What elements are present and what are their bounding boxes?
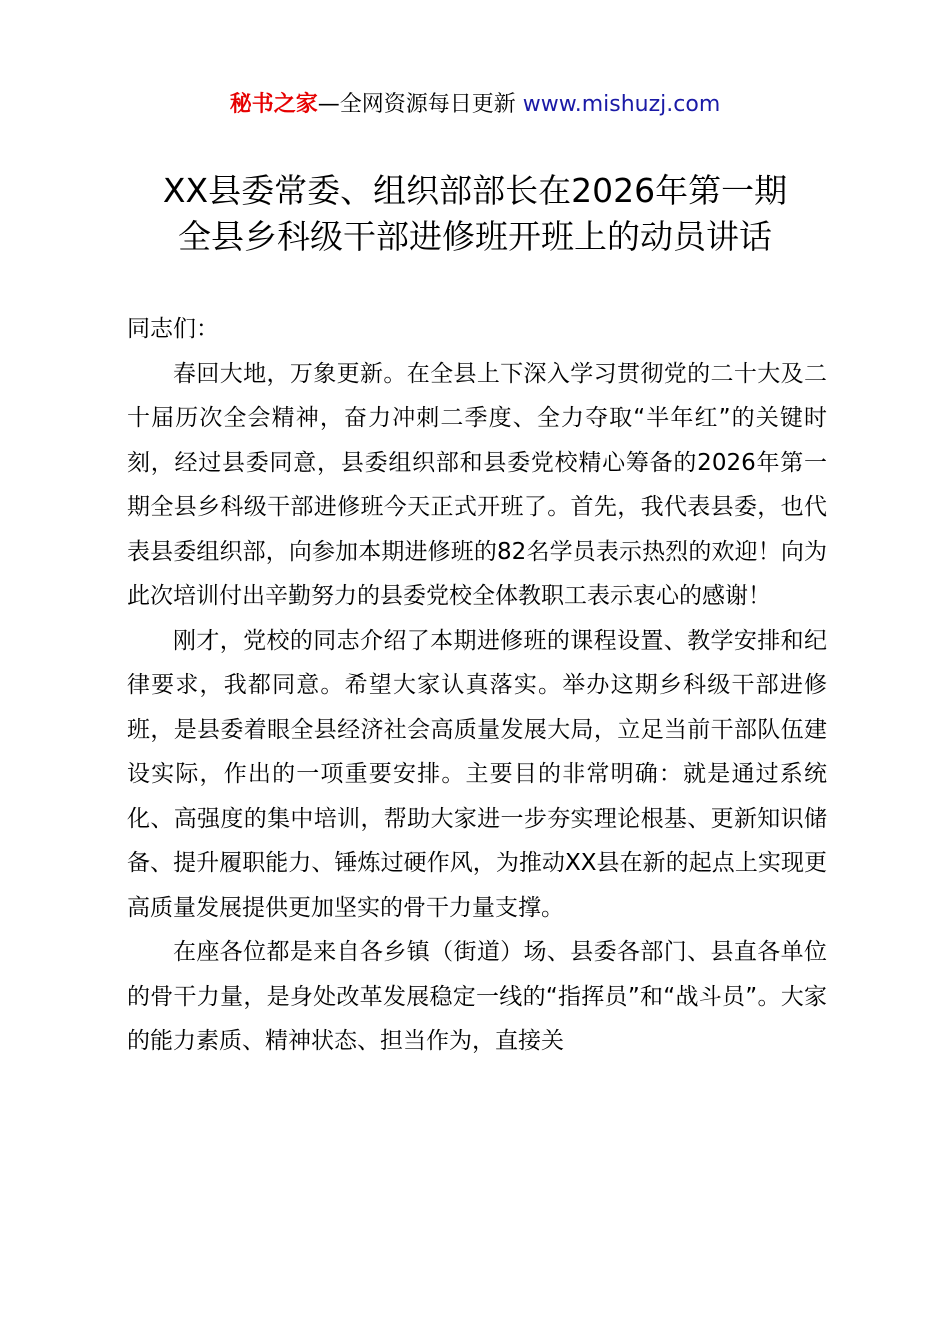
brand-name: 秘书之家: [229, 92, 318, 117]
title-line-2: 全县乡科级干部进修班开班上的动员讲话: [178, 217, 772, 256]
title-line-1: XX县委常委、组织部部长在2026年第一期: [162, 171, 788, 210]
paragraph-2: 刚才，党校的同志介绍了本期进修班的课程设置、教学安排和纪律要求，我都同意。希望大家认真落实。举办这期乡科级干部进修班，是县委着眼全县经济社会高质量发展大局，立足当前干部队伍建设实际，作出的一项重要安排。主要目的非常明确：就是通过系统化、高强度的集中培训，帮助大家进一步夯实理论根基、更新知识储备、提升履职能力、锤炼过硬作风，为推动XX县在新的起点上实现更高质量发展提供更加坚实的骨干力量支撑。: [127, 627, 827, 921]
salutation: 同志们：: [127, 316, 219, 342]
document-title: [60, 168, 890, 260]
document-body: [127, 307, 827, 1064]
paragraph-1: 春回大地，万象更新。在全县上下深入学习贯彻党的二十大及二十届历次全会精神，奋力冲刺二季度、全力夺取“半年红”的关键时刻，经过县委同意，县委组织部和县委党校精心筹备的2026年第一期全县乡科级干部进修班今天正式开班了。首先，我代表县委，也代表县委组织部，向参加本期进修班的82名学员表示热烈的欢迎！向为此次培训付出辛勤努力的县委党校全体教职工表示衷心的感谢！: [127, 360, 827, 609]
header-tagline: —全网资源每日更新: [317, 92, 523, 117]
paragraph-3: 在座各位都是来自各乡镇（街道）场、县委各部门、县直各单位的骨干力量，是身处改革发展稳定一线的“指挥员”和“战斗员”。大家的能力素质、精神状态、担当作为，直接关: [127, 939, 827, 1054]
site-header: [0, 90, 950, 120]
site-url-link[interactable]: www.mishuzj.com: [522, 92, 721, 117]
